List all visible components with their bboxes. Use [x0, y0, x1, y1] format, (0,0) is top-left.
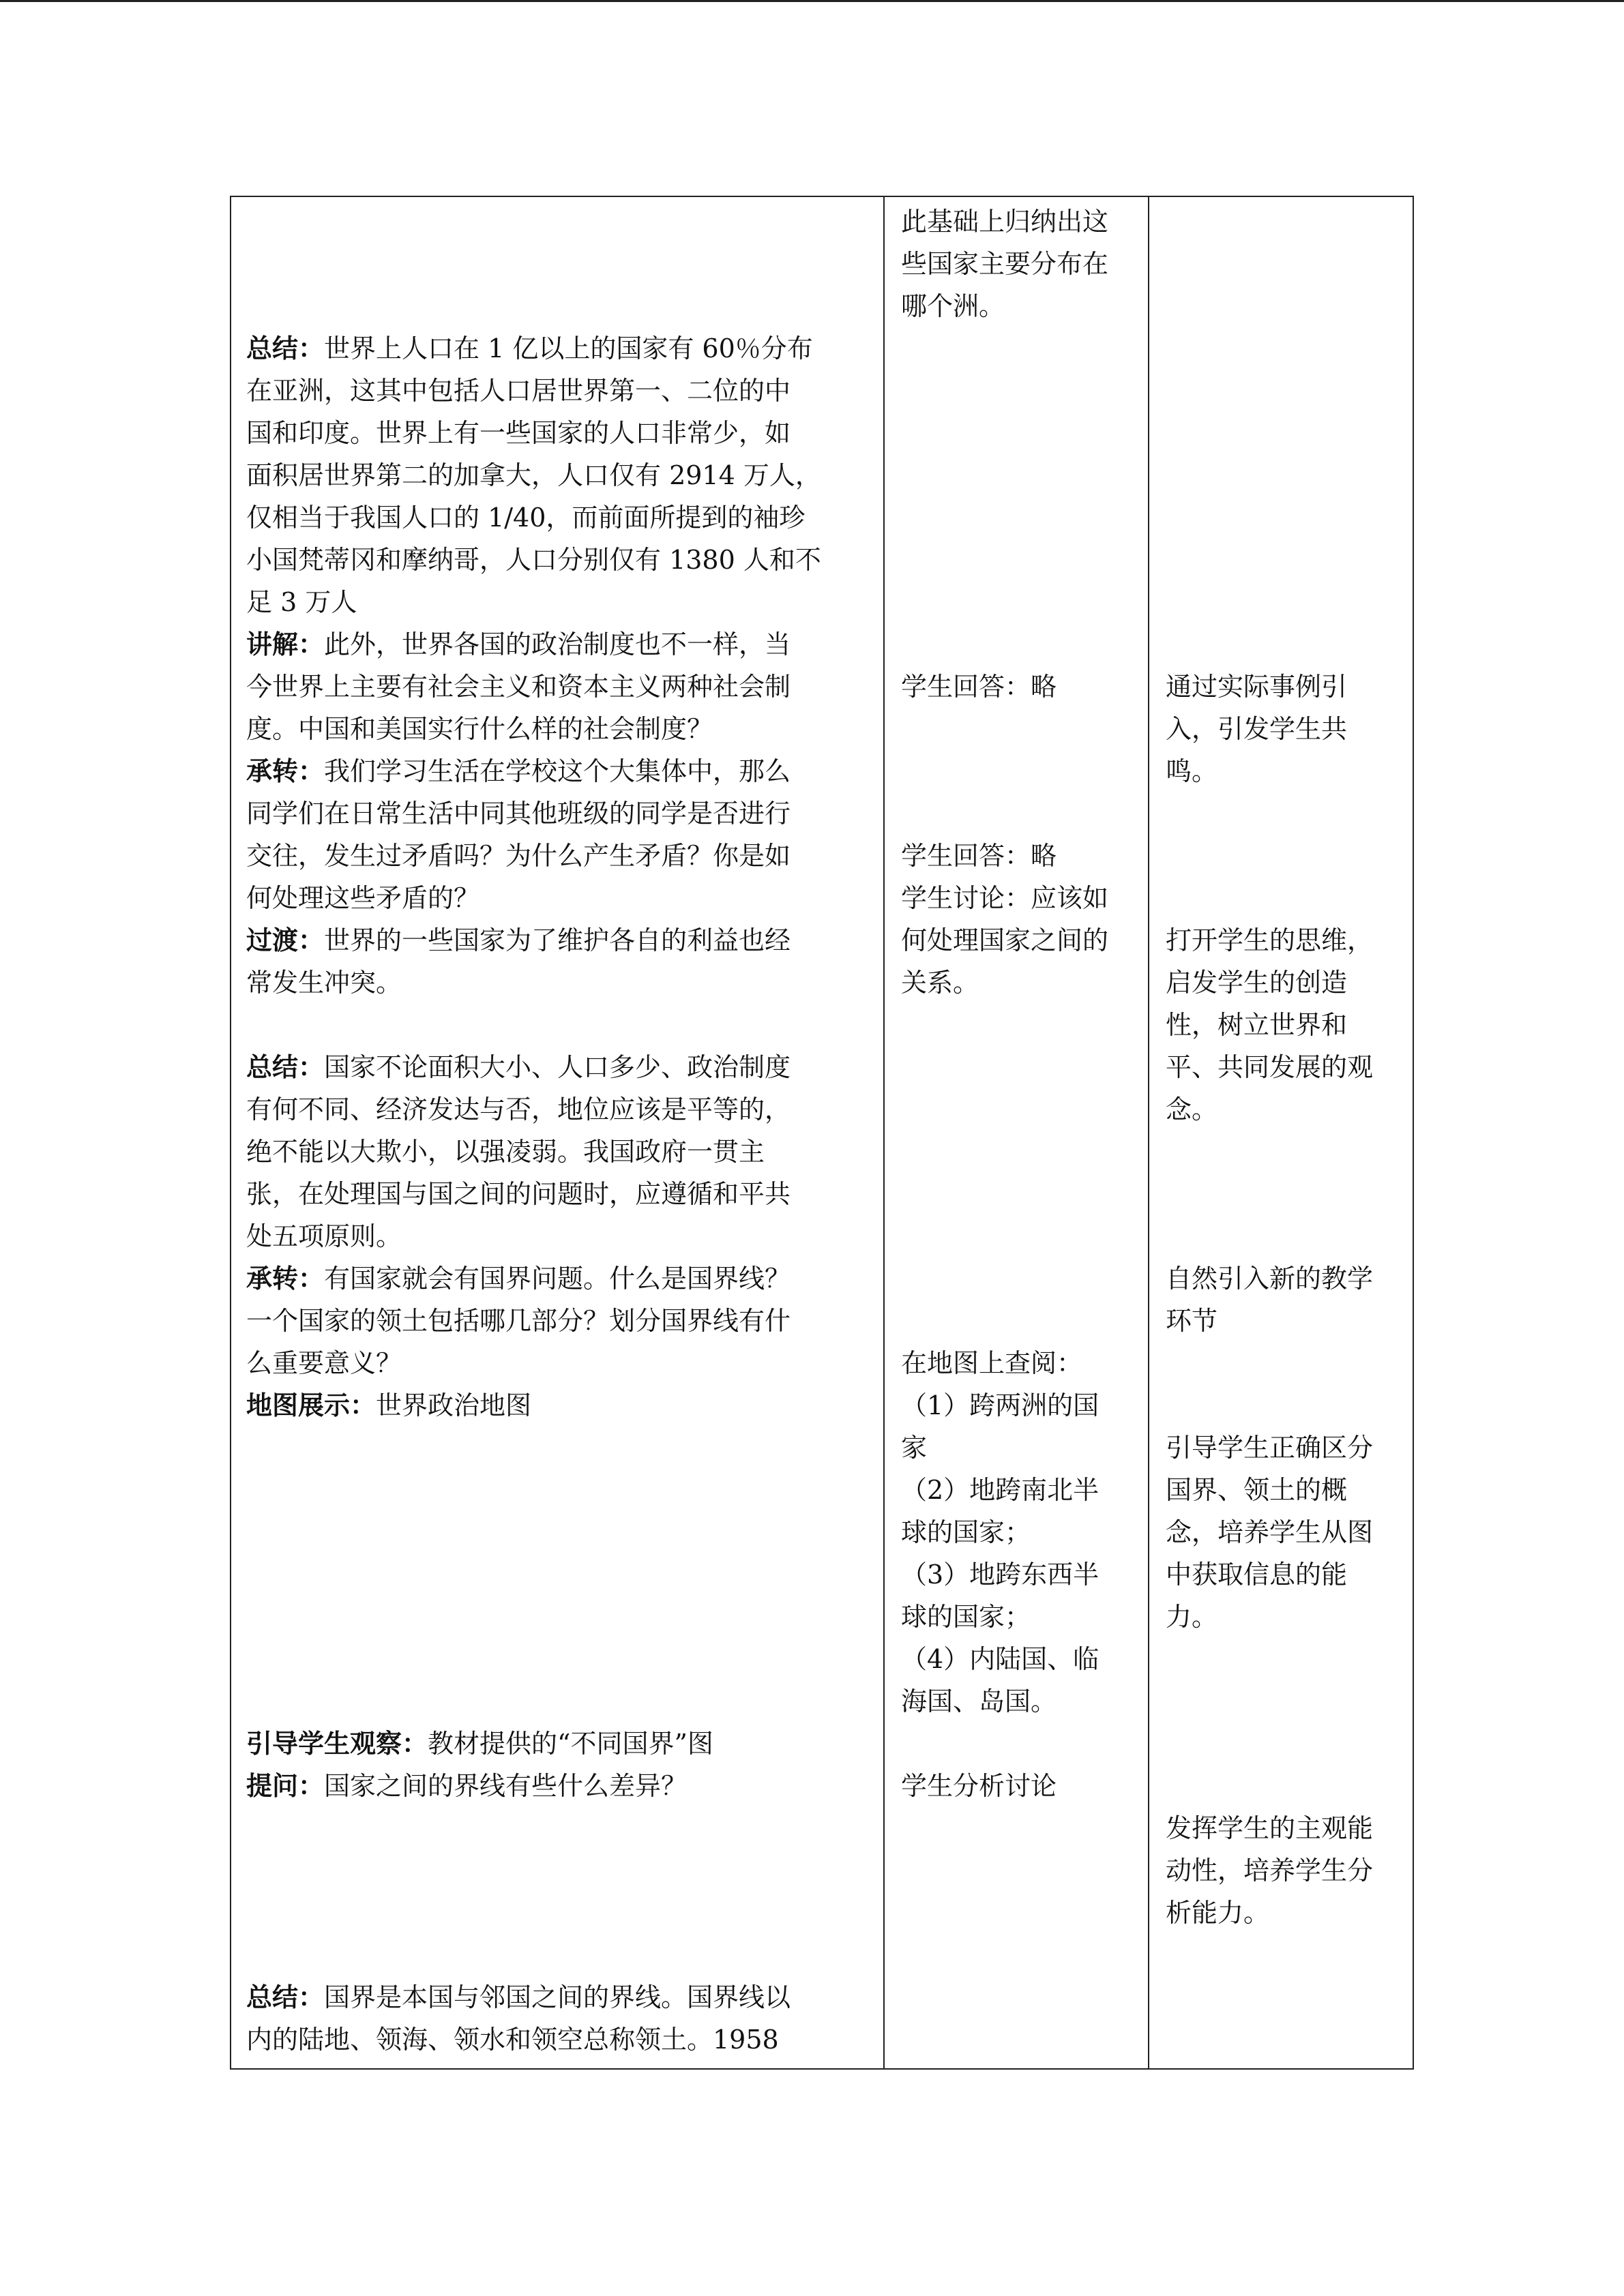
lesson-plan-table — [230, 196, 1414, 2070]
text-line: 张，在处理国与国之间的问题时，应遵循和平共 — [246, 1179, 791, 1209]
text-line: 世界政治地图 — [376, 1390, 532, 1420]
text-line: 动性，培养学生分 — [1166, 1855, 1374, 1885]
transition-label: 承转： — [246, 756, 325, 786]
text-line: 面积居世界第二的加拿大，人口仅有 2914 万人， — [246, 460, 821, 490]
student-discussion-block — [901, 835, 1108, 1004]
text-line: 力。 — [1166, 1602, 1218, 1632]
text-line: 国界、领土的概 — [1166, 1475, 1348, 1505]
intent-new-link-block — [1166, 1257, 1373, 1342]
text-line: 有何不同、经济发达与否，地位应该是平等的， — [246, 1094, 791, 1124]
intent-concept-block — [1166, 1427, 1373, 1638]
text-line: 通过实际事例引 — [1166, 672, 1348, 702]
text-line: 些国家主要分布在 — [901, 249, 1109, 279]
text-line: 世界的一些国家为了维护各自的利益也经 — [324, 925, 791, 955]
text-line: 学生回答：略 — [901, 672, 1057, 702]
text-line: 哪个洲。 — [901, 291, 1005, 321]
student-activity-column — [885, 197, 1149, 2068]
student-answer-block — [901, 666, 1057, 708]
question-label: 提问： — [246, 1771, 325, 1801]
text-line: （3）地跨东西半 — [901, 1560, 1099, 1590]
text-line: 此基础上归纳出这 — [901, 207, 1109, 237]
text-line: 国家之间的界线有些什么差异？ — [324, 1771, 688, 1801]
summary-label: 总结： — [246, 1052, 325, 1082]
text-line: 何处理国家之间的 — [901, 925, 1109, 955]
text-line: 小国梵蒂冈和摩纳哥，人口分别仅有 1380 人和不 — [246, 545, 821, 575]
text-line: 性，树立世界和 — [1166, 1010, 1348, 1040]
text-line: 今世界上主要有社会主义和资本主义两种社会制 — [246, 672, 791, 702]
text-line: 自然引入新的教学 — [1166, 1264, 1374, 1294]
text-line: 内的陆地、领海、领水和领空总称领土。1958 — [246, 2025, 779, 2055]
explain-political-system-block — [246, 623, 791, 750]
text-line: 学生分析讨论 — [901, 1771, 1057, 1801]
text-line: 绝不能以大欺小，以强凌弱。我国政府一贯主 — [246, 1137, 765, 1167]
text-line: 入，引发学生共 — [1166, 714, 1348, 744]
text-line: 球的国家； — [901, 1517, 1031, 1547]
text-line: 同学们在日常生活中同其他班级的同学是否进行 — [246, 799, 791, 829]
map-show-label: 地图展示： — [246, 1390, 377, 1420]
explain-label: 讲解： — [246, 629, 325, 659]
bridge-label: 过渡： — [246, 925, 325, 955]
question-block — [246, 1765, 687, 1807]
text-line: 念，培养学生从图 — [1166, 1517, 1374, 1547]
summary-territory-block — [246, 1976, 791, 2061]
text-line: 中获取信息的能 — [1166, 1560, 1348, 1590]
text-line: 教材提供的“不同国界”图 — [428, 1729, 713, 1759]
text-line: 此外，世界各国的政治制度也不一样，当 — [324, 629, 791, 659]
transition-label: 承转： — [246, 1264, 325, 1294]
text-line: 在亚洲，这其中包括人口居世界第一、二位的中 — [246, 376, 791, 406]
text-line: 何处理这些矛盾的？ — [246, 883, 480, 913]
text-line: 国家不论面积大小、人口多少、政治制度 — [324, 1052, 791, 1082]
text-line: 常发生冲突。 — [246, 968, 402, 998]
intent-thinking-block — [1166, 919, 1373, 1131]
text-line: 交往，发生过矛盾吗？为什么产生矛盾？你是如 — [246, 841, 791, 871]
intent-example-block — [1166, 666, 1347, 792]
text-line: 家 — [901, 1433, 928, 1463]
summary-label: 总结： — [246, 333, 325, 363]
guide-observe-block — [246, 1723, 713, 1765]
transition-conflict-block — [246, 750, 791, 919]
guide-observe-label: 引导学生观察： — [246, 1729, 428, 1759]
text-line: 我们学习生活在学校这个大集体中，那么 — [324, 756, 791, 786]
student-analysis-block — [901, 1765, 1057, 1807]
text-line: 海国、岛国。 — [901, 1686, 1057, 1716]
map-show-block — [246, 1384, 531, 1427]
text-line: （4）内陆国、临 — [901, 1644, 1099, 1674]
text-line: 么重要意义？ — [246, 1348, 402, 1378]
summary-label: 总结： — [246, 1982, 325, 2012]
text-line: 启发学生的创造 — [1166, 968, 1348, 998]
text-line: 念。 — [1166, 1094, 1218, 1124]
text-line: 在地图上查阅： — [901, 1348, 1083, 1378]
text-line: 发挥学生的主观能 — [1166, 1813, 1374, 1843]
text-line: （2）地跨南北半 — [901, 1475, 1099, 1505]
text-line: 学生讨论：应该如 — [901, 883, 1109, 913]
text-line: 度。中国和美国实行什么样的社会制度？ — [246, 714, 713, 744]
text-line: 球的国家； — [901, 1602, 1031, 1632]
bridge-national-interest-block — [246, 919, 791, 1004]
student-summarize-block — [901, 200, 1108, 327]
student-map-lookup-block — [901, 1342, 1099, 1723]
summary-equality-block — [246, 1046, 791, 1257]
text-line: 平、共同发展的观 — [1166, 1052, 1374, 1082]
text-line: 国和印度。世界上有一些国家的人口非常少，如 — [246, 418, 791, 448]
page-top-rule — [0, 0, 1624, 2]
summary-population-block — [246, 327, 821, 623]
text-line: （1）跨两洲的国 — [901, 1390, 1099, 1420]
text-line: 处五项原则。 — [246, 1221, 402, 1251]
text-line: 仅相当于我国人口的 1/40，而前面所提到的袖珍 — [246, 503, 806, 533]
intent-initiative-block — [1166, 1807, 1373, 1934]
text-line: 一个国家的领土包括哪几部分？划分国界线有什 — [246, 1306, 791, 1336]
text-line: 环节 — [1166, 1306, 1218, 1336]
text-line: 国界是本国与邻国之间的界线。国界线以 — [324, 1982, 791, 2012]
transition-border-block — [246, 1257, 791, 1384]
text-line: 鸣。 — [1166, 756, 1218, 786]
teacher-activity-column — [231, 197, 885, 2068]
text-line: 世界上人口在 1 亿以上的国家有 60％分布 — [324, 333, 813, 363]
text-line: 有国家就会有国界问题。什么是国界线？ — [324, 1264, 791, 1294]
design-intent-column — [1149, 197, 1413, 2068]
text-line: 足 3 万人 — [246, 587, 357, 617]
text-line: 析能力。 — [1166, 1898, 1270, 1928]
text-line: 引导学生正确区分 — [1166, 1433, 1374, 1463]
text-line: 关系。 — [901, 968, 979, 998]
text-line: 学生回答：略 — [901, 841, 1057, 871]
text-line: 打开学生的思维， — [1166, 925, 1374, 955]
